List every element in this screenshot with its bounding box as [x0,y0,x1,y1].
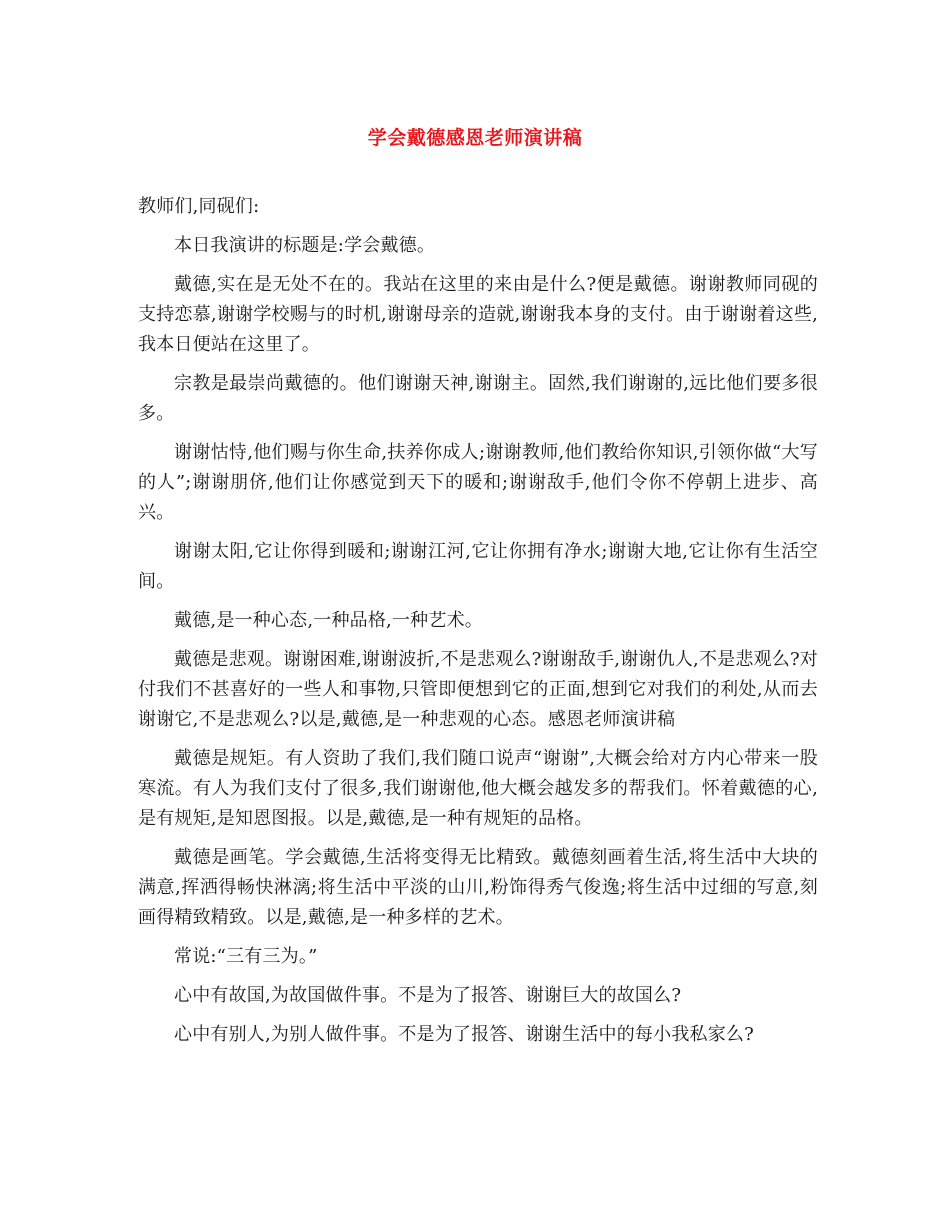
document-body [138,192,818,1059]
paragraph-7: 戴德是悲观。谢谢困难,谢谢波折,不是悲观么?谢谢敌手,谢谢仇人,不是悲观么?对付我们不甚喜好的一些人和事物,只管即便想到它的正面,想到它对我们的利处,从而去谢谢它,不是悲观么?以是,戴德,是一种悲观的心态。感恩老师演讲稿 [138,649,818,730]
paragraph-12: 心中有别人,为别人做件事。不是为了报答、谢谢生活中的每小我私家么? [174,1024,754,1045]
paragraph-5: 谢谢太阳,它让你得到暖和;谢谢江河,它让你拥有净水;谢谢大地,它让你有生活空间。 [138,541,818,592]
paragraph-3: 宗教是最崇尚戴德的。他们谢谢天神,谢谢主。固然,我们谢谢的,远比他们要多很多。 [138,373,818,424]
salutation: 教师们,同砚们: [138,196,260,217]
paragraph-8: 戴德是规矩。有人资助了我们,我们随口说声“谢谢”,大概会给对方内心带来一股寒流。有人为我们支付了很多,我们谢谢他,他大概会越发多的帮我们。怀着戴德的心,是有规矩,是知恩图报。以是,戴德,是一种有规矩的品格。 [138,748,818,829]
paragraph-10: 常说:“三有三为。” [174,946,318,967]
paragraph-9: 戴德是画笔。学会戴德,生活将变得无比精致。戴德刻画着生活,将生活中大块的满意,挥洒得畅快淋漓;将生活中平淡的山川,粉饰得秀气俊逸;将生活中过细的写意,刻画得精致精致。以是,戴德,是一种多样的艺术。 [138,847,818,928]
document-title: 学会戴德感恩老师演讲稿 [367,127,583,149]
paragraph-2: 戴德,实在是无处不在的。我站在这里的来由是什么?便是戴德。谢谢教师同砚的支持恋慕,谢谢学校赐与的时机,谢谢母亲的造就,谢谢我本身的支付。由于谢谢着这些,我本日便站在这里了。 [138,274,818,355]
paragraph-6: 戴德,是一种心态,一种品格,一种艺术。 [174,610,483,631]
paragraph-4: 谢谢怙恃,他们赐与你生命,扶养你成人;谢谢教师,他们教给你知识,引领你做“大写的人”;谢谢朋侪,他们让你感觉到天下的暖和;谢谢敌手,他们令你不停朝上进步、高兴。 [138,442,818,523]
paragraph-11: 心中有故国,为故国做件事。不是为了报答、谢谢巨大的故国么? [174,985,682,1006]
paragraph-1: 本日我演讲的标题是:学会戴德。 [174,235,436,256]
